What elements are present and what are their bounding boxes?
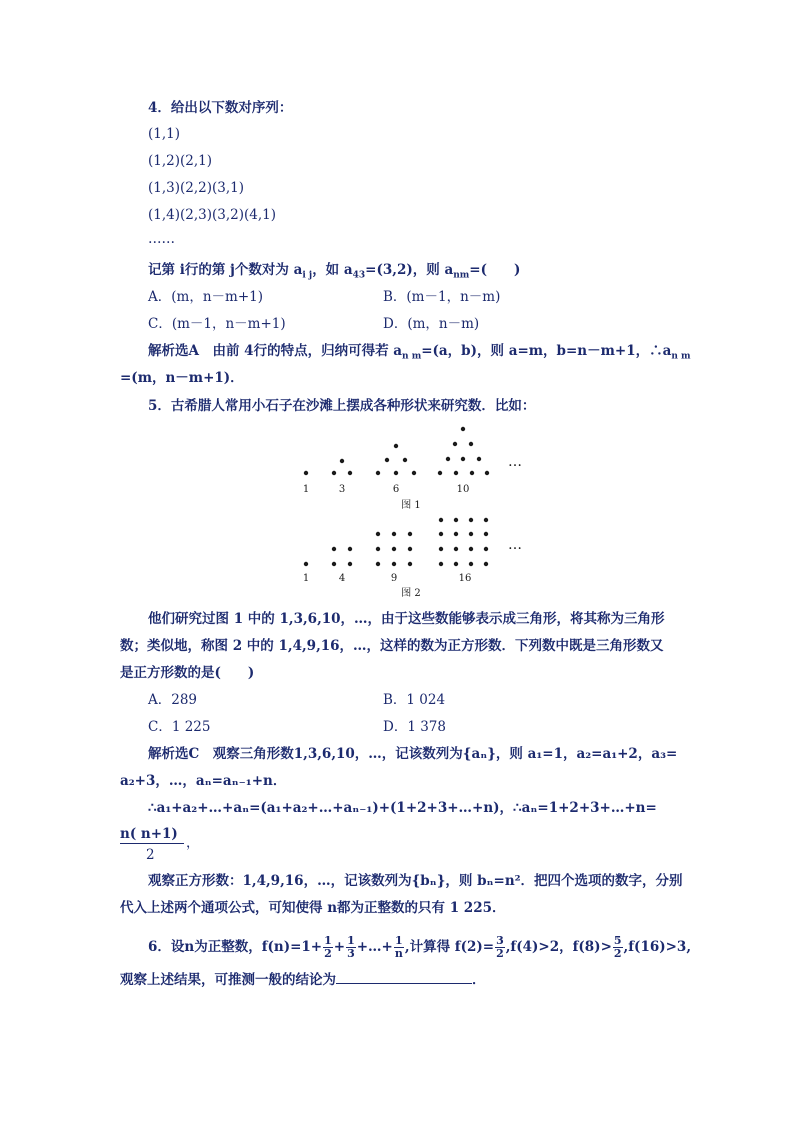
stone-dot — [408, 532, 412, 536]
fig1-label-10: 10 — [456, 484, 470, 495]
q4-row-4: (1,4)(2,3)(3,2)(4,1) — [148, 207, 277, 223]
stone-dot — [477, 457, 481, 461]
fig1-ellipsis: … — [508, 454, 522, 470]
stone-dot — [394, 471, 398, 475]
q6-stem-line1: 6．设n为正整数，f(n)=1+ $\frac{1}{2}$ + $\frac{1}{3}$ +…+ $\frac{1}{n}$ ,计算得 f(2)= $\frac{3}{2}$ ,f(4)>2，f(8)> $\frac{5}{2}$ ,f(16)>3, — [148, 934, 692, 960]
stone-dot — [485, 471, 489, 475]
stone-dot — [439, 547, 443, 551]
q5-solution-line5: 观察正方形数：1,4,9,16，…，记该数列为{bₙ}，则 bₙ=n²．把四个选项的数字，分别 — [148, 873, 683, 889]
q5-para-line3: 是正方形数的是( ) — [120, 665, 255, 681]
q5-title: 5．古希腊人常用小石子在沙滩上摆成各种形状来研究数．比如： — [148, 398, 536, 414]
stone-dot — [454, 547, 458, 551]
stone-dot — [376, 532, 380, 536]
stone-dot — [446, 457, 450, 461]
stone-dot — [470, 471, 474, 475]
q4-stem: 记第 i行的第 j个数对为 $a_{i j}$，如 $a_{43}=(3,2)$，则 $a_{nm}=$( ) — [148, 262, 521, 281]
q5-option-d: D．1 378 — [383, 719, 446, 735]
q5-option-a: A．289 — [148, 692, 198, 708]
figure-2-square-numbers — [290, 512, 530, 602]
stone-dot — [348, 471, 352, 475]
q4-solution-line2: =(m，n－m+1)． — [120, 370, 244, 386]
fraction-1-2: $\frac{1}{2}$ — [324, 934, 332, 960]
q5-solution-line1: 解析选C 观察三角形数1,3,6,10，…，记该数列为{aₙ}，则 a₁=1，a₂=a₁+2，a₃= — [148, 746, 678, 762]
q4-row-ellipsis: …… — [148, 231, 175, 247]
stone-dot — [438, 471, 442, 475]
fig2-label-9: 9 — [390, 573, 398, 584]
q5-solution-comma: ， — [186, 835, 200, 851]
stone-dot — [469, 547, 473, 551]
fraction-1-3: $\frac{1}{3}$ — [347, 934, 355, 960]
q5-solution-line2: a₂+3，…，aₙ=aₙ₋₁+n． — [120, 773, 287, 789]
q5-option-c: C．1 225 — [148, 719, 211, 735]
stone-dot — [392, 562, 396, 566]
stone-dot — [469, 532, 473, 536]
q5-option-b: B．1 024 — [383, 692, 446, 708]
answer-blank[interactable] — [336, 970, 472, 984]
q5-solution-fraction-num: n( n+1) — [120, 826, 178, 842]
stone-dot — [461, 457, 465, 461]
q4-row-1: (1,1) — [148, 126, 181, 142]
fig2-label-16: 16 — [458, 573, 472, 584]
stone-dot — [408, 547, 412, 551]
fraction-bar — [120, 843, 184, 844]
q4-row-2: (1,2)(2,1) — [148, 153, 213, 169]
q5-solution-line6: 代入上述两个通项公式，可知使得 n都为正整数的只有 1 225． — [120, 900, 506, 916]
stone-dot — [412, 471, 416, 475]
fig2-label-1: 1 — [302, 573, 310, 584]
stone-dot — [454, 518, 458, 522]
stone-dot — [461, 427, 465, 431]
q5-solution-line3: ∴a₁+a₂+…+aₙ=(a₁+a₂+…+aₙ₋₁)+(1+2+3+…+n)，∴aₙ=1+2+3+…+n= — [148, 800, 657, 816]
stone-dot — [454, 471, 458, 475]
stone-dot — [394, 444, 398, 448]
stone-dot — [439, 532, 443, 536]
stone-dot — [469, 518, 473, 522]
q4-solution-line1: 解析选A 由前 4行的特点，归纳可得若 $a_{n m}=(a$，b)，则 a=m，b=n－m+1，$\therefore a_{n m}$ — [148, 343, 691, 362]
stone-dot — [304, 471, 308, 475]
fig2-label-4: 4 — [338, 573, 346, 584]
stone-dot — [376, 471, 380, 475]
fig1-caption: 图 1 — [401, 500, 421, 510]
fraction-1-n: $\frac{1}{n}$ — [394, 934, 403, 960]
q4-option-a: A．(m，n－m+1) — [148, 289, 263, 305]
stone-dot — [376, 547, 380, 551]
stone-dot — [469, 562, 473, 566]
figure-1-triangular-numbers — [290, 420, 530, 510]
q4-row-3: (1,3)(2,2)(3,1) — [148, 180, 245, 196]
fig2-caption: 图 2 — [401, 588, 421, 599]
stone-dot — [403, 458, 407, 462]
stone-dot — [332, 562, 336, 566]
stone-dot — [332, 471, 336, 475]
stone-dot — [484, 562, 488, 566]
q5-para-line2: 数；类似地，称图 2 中的 1,4,9,16，…，这样的数为正方形数．下列数中既是三角形数又 — [120, 638, 664, 654]
q4-option-b: B．(m－1，n－m) — [383, 289, 501, 305]
stone-dot — [484, 518, 488, 522]
fig1-label-3: 3 — [338, 484, 346, 495]
stone-dot — [392, 547, 396, 551]
stone-dot — [376, 562, 380, 566]
stone-dot — [332, 547, 336, 551]
stone-dot — [469, 442, 473, 446]
stone-dot — [304, 562, 308, 566]
stone-dot — [484, 547, 488, 551]
q6-stem-line2: 观察上述结果，可推测一般的结论为 ． — [120, 972, 486, 988]
stone-dot — [348, 547, 352, 551]
q4-option-d: D．(m，n－m) — [383, 316, 480, 332]
q4-title: 4．给出以下数对序列： — [148, 100, 293, 116]
stone-dot — [453, 442, 457, 446]
q4-option-c: C．(m－1，n－m+1) — [148, 316, 286, 332]
stone-dot — [484, 532, 488, 536]
fraction-5-2: $\frac{5}{2}$ — [613, 934, 622, 960]
stone-dot — [348, 562, 352, 566]
q5-para-line1: 他们研究过图 1 中的 1,3,6,10，…，由于这些数能够表示成三角形，将其称为三角形 — [148, 611, 665, 627]
stone-dot — [439, 518, 443, 522]
fig1-label-6: 6 — [392, 484, 400, 495]
stone-dot — [454, 532, 458, 536]
q5-solution-fraction-den: 2 — [146, 847, 155, 863]
fig1-label-1: 1 — [302, 484, 310, 495]
stone-dot — [408, 562, 412, 566]
fraction-3-2: $\frac{3}{2}$ — [496, 934, 504, 960]
stone-dot — [385, 458, 389, 462]
stone-dot — [340, 459, 344, 463]
stone-dot — [454, 562, 458, 566]
fig2-ellipsis: … — [508, 537, 522, 553]
stone-dot — [439, 562, 443, 566]
stone-dot — [392, 532, 396, 536]
